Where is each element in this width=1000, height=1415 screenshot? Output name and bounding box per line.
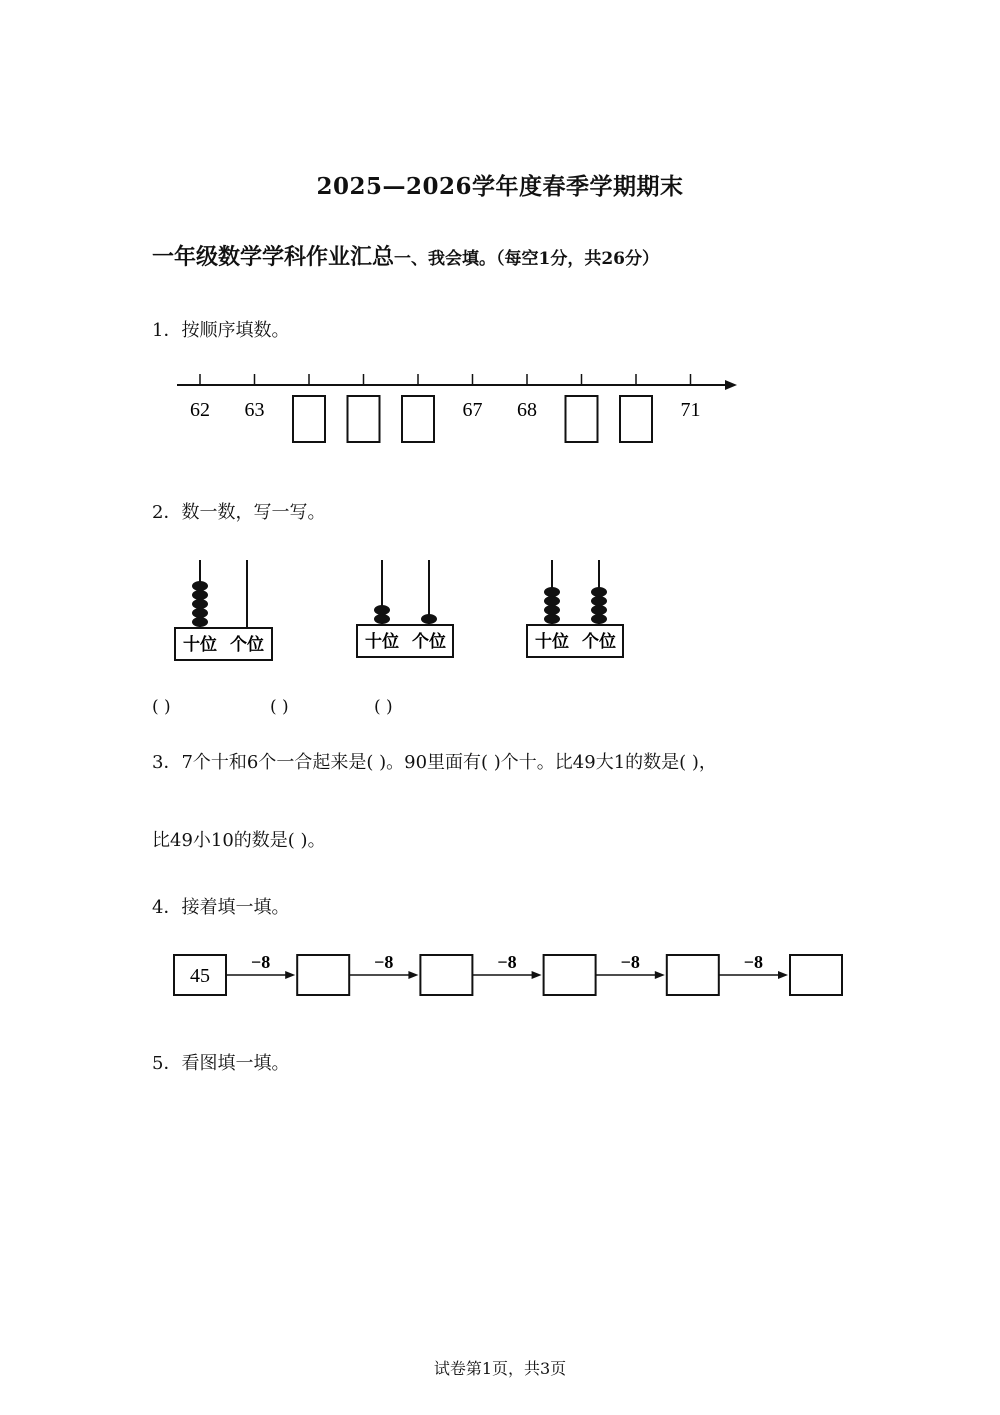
tens-bead — [192, 608, 208, 618]
ones-bead — [421, 614, 437, 624]
tens-bead — [544, 587, 560, 597]
answer-box[interactable] — [667, 955, 719, 995]
step-label: −8 — [743, 952, 764, 972]
arrow-head-icon — [285, 971, 295, 979]
heading-note: （每空1分，共26分） — [496, 249, 660, 269]
answer-box[interactable] — [348, 396, 380, 442]
question-5-label: 5．看图填一填。 — [152, 1053, 290, 1074]
tens-bead — [544, 614, 560, 624]
answer-box[interactable] — [420, 955, 472, 995]
tens-bead — [192, 599, 208, 609]
answer-box[interactable] — [293, 396, 325, 442]
arrow-head-icon — [408, 971, 418, 979]
answer-blank-1[interactable]: ( ) — [152, 697, 171, 717]
tens-bead — [374, 614, 390, 624]
tick-label: 62 — [190, 399, 210, 421]
answer-box[interactable] — [544, 955, 596, 995]
answer-blank-3[interactable]: ( ) — [374, 697, 393, 717]
step-label: −8 — [497, 952, 517, 972]
ones-place-label: 个位 — [230, 635, 264, 654]
arrow-head-icon — [725, 380, 737, 390]
tens-place-label: 十位 — [535, 632, 569, 651]
heading-main: 一年级数学学科作业汇总 — [152, 245, 395, 270]
tens-bead — [544, 596, 560, 606]
tens-bead — [192, 590, 208, 600]
tens-bead — [374, 605, 390, 615]
section-heading — [152, 240, 659, 271]
ones-place-label: 个位 — [412, 632, 446, 651]
question-1-label: 1．按顺序填数。 — [152, 320, 290, 341]
ones-bead — [591, 605, 607, 615]
ones-bead — [591, 587, 607, 597]
tens-place-label: 十位 — [365, 632, 399, 651]
answer-blank-2[interactable]: ( ) — [270, 697, 289, 717]
question-4-label: 4．接着填一填。 — [152, 897, 290, 918]
step-label: −8 — [250, 952, 271, 972]
start-value: 45 — [190, 965, 210, 987]
answer-box[interactable] — [620, 396, 652, 442]
question-3-line-1: 3．7个十和6个一合起来是( )。90里面有( )个十。比49大1的数是( )， — [152, 752, 717, 773]
subtraction-chain — [0, 945, 1000, 1005]
tens-bead — [544, 605, 560, 615]
page-title: 2025—2026学年度春季学期期末 — [316, 173, 684, 200]
step-label: −8 — [374, 952, 394, 972]
answer-box[interactable] — [566, 396, 598, 442]
number-line — [0, 360, 1000, 460]
tick-label: 71 — [680, 399, 701, 421]
tick-label: 67 — [462, 399, 483, 421]
answer-box[interactable] — [790, 955, 842, 995]
arrow-head-icon — [778, 971, 788, 979]
answer-box[interactable] — [297, 955, 349, 995]
tens-bead — [192, 617, 208, 627]
page-footer: 试卷第1页，共3页 — [433, 1359, 567, 1378]
ones-bead — [591, 596, 607, 606]
heading-section: 一、我会填。 — [394, 249, 497, 269]
tick-label: 63 — [244, 399, 265, 421]
arrow-head-icon — [532, 971, 542, 979]
tick-label: 68 — [517, 399, 537, 421]
question-2-label: 2．数一数，写一写。 — [152, 502, 326, 523]
tens-bead — [192, 581, 208, 591]
abacus-group — [0, 550, 1000, 670]
tens-place-label: 十位 — [183, 635, 217, 654]
answer-box[interactable] — [402, 396, 434, 442]
ones-bead — [591, 614, 607, 624]
ones-place-label: 个位 — [582, 632, 616, 651]
arrow-head-icon — [655, 971, 665, 979]
question-3-line-2: 比49小10的数是( )。 — [152, 830, 326, 851]
step-label: −8 — [620, 952, 640, 972]
